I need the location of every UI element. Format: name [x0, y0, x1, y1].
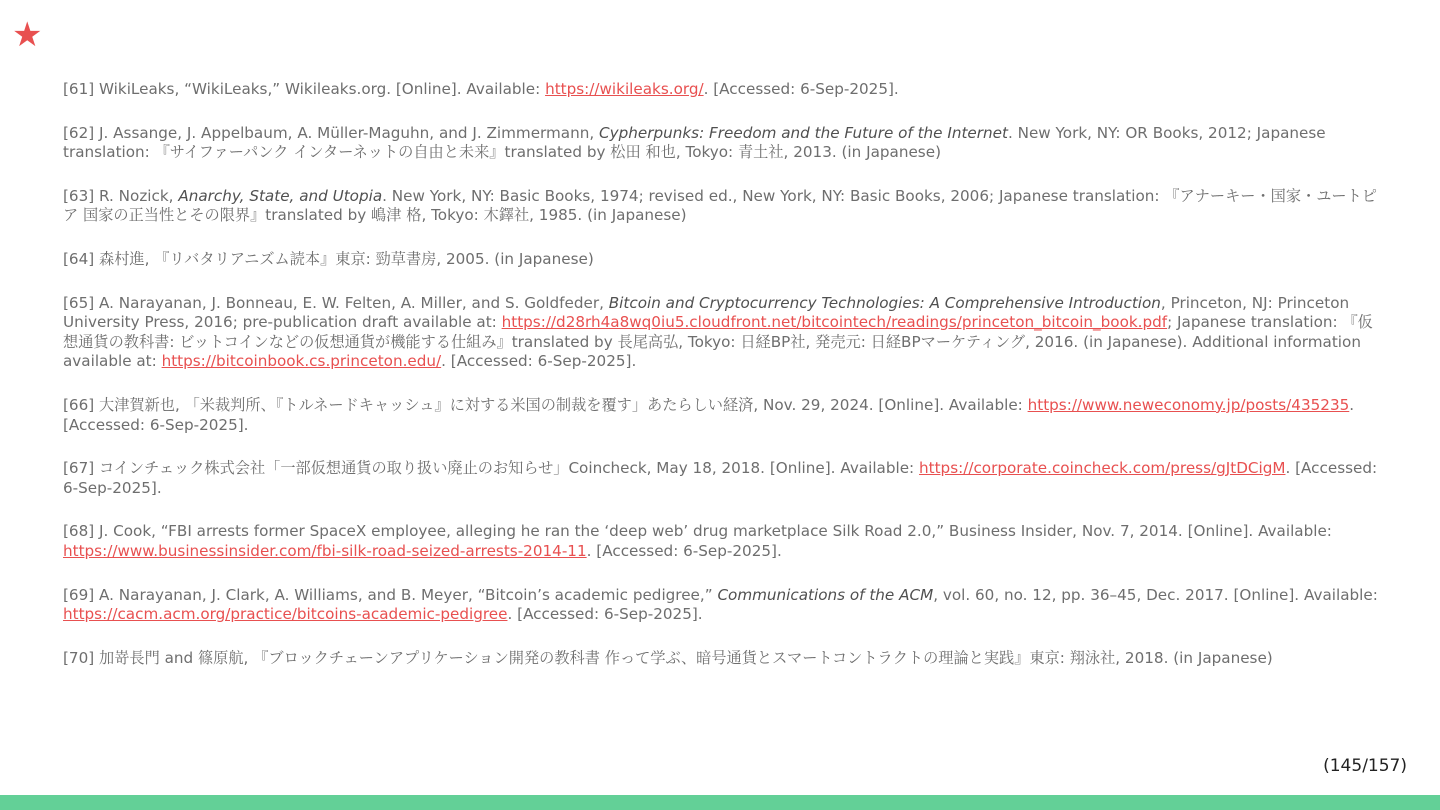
reference-title: Cypherpunks: Freedom and the Future of the Internet [599, 123, 1008, 142]
reference-text: [65] A. Narayanan, J. Bonneau, E. W. Felten, A. Miller, and S. Goldfeder, [63, 293, 609, 312]
reference-item [63, 522, 1378, 561]
reference-item [63, 294, 1378, 372]
reference-text: [67] コインチェック株式会社「一部仮想通貨の取り扱い廃止のお知らせ」Coincheck, May 18, 2018. [Online]. Available: [63, 459, 920, 478]
reference-text: [64] 森村進, 『リバタリアニズム読本』東京: 勁草書房, 2005. (in Japanese) [63, 249, 594, 268]
reference-text: [70] 加嵜長門 and 篠原航, 『ブロックチェーンアプリケーション開発の教科書 作って学ぶ、暗号通貨とスマートコントラクトの理論と実践』東京: 翔泳社, 2018. (in Japanese) [63, 648, 1273, 667]
reference-link[interactable]: https://cacm.acm.org/practice/bitcoins-academic-pedigree [63, 605, 508, 624]
reference-link[interactable]: https://bitcoinbook.cs.princeton.edu/ [161, 352, 442, 371]
reference-text: . [Accessed: 6-Sep-2025]. [441, 352, 637, 371]
reference-text: ; Japanese translation: 『仮想通貨の教科書: ビットコインなどの仮想通貨が機能する仕組み』translated by 長尾高弘, Tokyo: 日経BP社, 発売元: 日経BPマーケティング, 2016. (in Japanese). Additional information available at: [63, 313, 1373, 371]
reference-link[interactable]: https://corporate.coincheck.com/press/gJtDCigM [919, 459, 1286, 478]
reference-link[interactable]: https://www.businessinsider.com/fbi-silk-road-seized-arrests-2014-11 [63, 541, 587, 560]
reference-item [63, 586, 1378, 625]
reference-item [63, 459, 1378, 498]
reference-text: . [Accessed: 6-Sep-2025]. [63, 395, 1355, 434]
reference-text: . [Accessed: 6-Sep-2025]. [703, 80, 899, 98]
reference-text: . New York, NY: OR Books, 2012; Japanese translation: 『サイファーパンク インターネットの自由と未来』translated by 松田 和也, Tokyo: 青土社, 2013. (in Japanese) [63, 123, 1326, 162]
reference-item [63, 396, 1378, 435]
reference-text: . [Accessed: 6-Sep-2025]. [586, 541, 782, 560]
reference-text: , vol. 60, no. 12, pp. 36–45, Dec. 2017. [Online]. Available: [933, 585, 1378, 604]
reference-text: [62] J. Assange, J. Appelbaum, A. Müller-Maguhn, and J. Zimmermann, [63, 123, 600, 142]
reference-item [63, 187, 1378, 226]
reference-text: [61] WikiLeaks, “WikiLeaks,” Wikileaks.org. [Online]. Available: [63, 80, 546, 98]
reference-text: . New York, NY: Basic Books, 1974; revised ed., New York, NY: Basic Books, 2006; Japanese translation: 『アナーキー・国家・ユートピア 国家の正当性とその限界』translated by 嶋津 格, Tokyo: 木鐸社, 1985. (in Japanese) [63, 186, 1377, 225]
reference-item [63, 124, 1378, 163]
reference-title: Communications of the ACM [717, 585, 934, 604]
reference-item [63, 649, 1378, 669]
reference-text: . [Accessed: 6-Sep-2025]. [63, 459, 1378, 497]
reference-item [63, 80, 1378, 100]
reference-link[interactable]: https://d28rh4a8wq0iu5.cloudfront.net/bitcointech/readings/princeton_bitcoin_book.pdf [501, 313, 1168, 332]
reference-link[interactable]: https://wikileaks.org/ [545, 80, 704, 98]
reference-text: [68] J. Cook, “FBI arrests former SpaceX employee, alleging he ran the ‘deep web’ drug marketplace Silk Road 2.0,” Business Insider, Nov. 7, 2014. [Online]. Available: [63, 522, 1332, 541]
reference-title: Bitcoin and Cryptocurrency Technologies: A Comprehensive Introduction [608, 293, 1161, 312]
reference-text: [69] A. Narayanan, J. Clark, A. Williams, and B. Meyer, “Bitcoin’s academic pedigree,” [63, 585, 718, 604]
reference-title: Anarchy, State, and Utopia [178, 186, 383, 205]
footer-bar [0, 795, 1440, 810]
reference-text: . [Accessed: 6-Sep-2025]. [507, 605, 703, 624]
reference-item [63, 250, 1378, 270]
reference-list [63, 80, 1378, 692]
reference-link[interactable]: https://www.neweconomy.jp/posts/435235 [1027, 395, 1350, 414]
page-number: (145/157) [1323, 756, 1407, 776]
star-icon: ★ [12, 15, 43, 55]
reference-text: [66] 大津賀新也, 「米裁判所、『トルネードキャッシュ』に対する米国の制裁を覆す」あたらしい経済, Nov. 29, 2024. [Online]. Available: [63, 395, 1028, 414]
reference-text: , Princeton, NJ: Princeton University Press, 2016; pre-publication draft available at: [63, 293, 1350, 332]
reference-text: [63] R. Nozick, [63, 186, 179, 205]
